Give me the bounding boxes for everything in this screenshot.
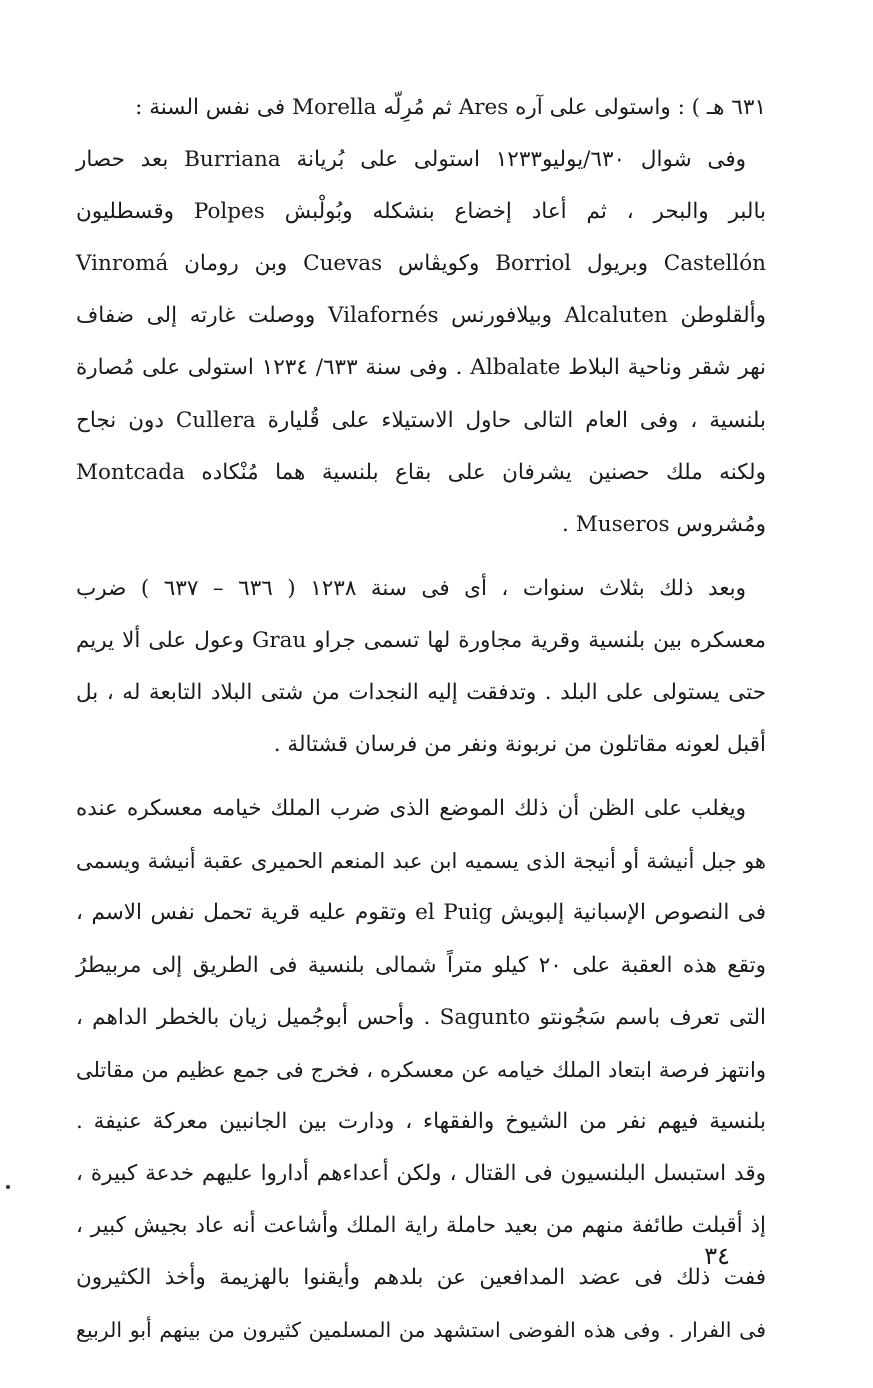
- text-line: وألقلوطن Alcaluten وبيلافورنس Vilafornés ووصلت غارته إلى ضفاف: [76, 303, 766, 329]
- text-line: بلنسية فيهم نفر من الشيوخ والفقهاء ، ودارت بين الجانبين معركة عنيفة .: [76, 1108, 766, 1134]
- text-line: أقبل لعونه مقاتلون من نربونة ونفر من فرسان قشتالة .: [273, 732, 766, 758]
- text-line: ويغلب على الظن أن ذلك الموضع الذى ضرب الملك خيامه معسكره عنده: [76, 796, 746, 822]
- text-line: وقد استبسل البلنسيون فى القتال ، ولكن أعداءهم أداروا عليهم خدعة كبيرة ،: [76, 1160, 766, 1186]
- text-line: وتقع هذه العقبة على ٢٠ كيلو متراً شمالى بلنسية فى الطريق إلى مربيطرُ: [76, 952, 766, 978]
- text-line: وبعد ذلك بثلاث سنوات ، أى فى سنة ١٢٣٨ ( ٦٣٦ – ٦٣٧ ) ضرب: [76, 575, 746, 601]
- margin-speck: [6, 1185, 10, 1189]
- page-number: ٣٤: [704, 1242, 730, 1270]
- paragraph-gap: [76, 551, 766, 563]
- text-line: التى تعرف باسم سَجُونتو Sagunto . وأحس أبوجُميل زيان بالخطر الداهم ،: [76, 1004, 767, 1030]
- text-line: معسكره بين بلنسية وقرية مجاورة لها تسمى جراو Grau وعول على ألا يريم: [76, 627, 766, 653]
- text-line: وانتهز فرصة ابتعاد الملك خيامه عن معسكره ، فخرج فى جمع عظيم من مقاتلى: [76, 1057, 766, 1082]
- text-line: فى النصوص الإسبانية إلبويش el Puig وتقوم عليه قرية تحمل نفس الاسم ،: [76, 900, 766, 926]
- body-text: [76, 82, 766, 1356]
- text-line: إذ أقبلت طائفة منهم من بعيد حاملة راية الملك وأشاعت أنه عاد بجيش كبير ،: [76, 1212, 766, 1238]
- text-line: هو جبل أنيشة أو أنيجة الذى يسميه ابن عبد المنعم الحميرى عقبة أنيشة ويسمى: [76, 849, 766, 874]
- text-line: فى الفرار . وفى هذه الفوضى استشهد من المسلمين كثيرون من بينهم أبو الربيع: [76, 1318, 766, 1343]
- text-line: Castellón وبريول Borriol وكويڤاس Cuevas وبن رومان Vinromá: [76, 251, 766, 277]
- text-line: بلنسية ، وفى العام التالى حاول الاستيلاء على قُليارة Cullera دون نجاح: [76, 407, 766, 433]
- text-line: حتى يستولى على البلد . وتدفقت إليه النجدات من شتى البلاد التابعة له ، بل: [76, 680, 766, 706]
- text-line: بالبر والبحر ، ثم أعاد إخضاع بنشكله وبُولْبش Polpes وقسطليون: [76, 199, 766, 225]
- text-line: وفى شوال ٦٣٠/يوليو١٢٣٣ استولى على بُريانة Burriana بعد حصار: [76, 147, 746, 173]
- text-line: ولكنه ملك حصنين يشرفان على بقاع بلنسية هما مُنْكاده Montcada: [76, 459, 766, 485]
- text-line: ومُشروس Museros .: [562, 511, 766, 537]
- text-line: ففت ذلك فى عضد المدافعين عن بلدهم وأيقنوا بالهزيمة وأخذ الكثيرون: [76, 1265, 766, 1291]
- paragraph-gap: [76, 771, 766, 783]
- text-line: نهر شقر وناحية البلاط Albalate . وفى سنة ٦٣٣/ ١٢٣٤ استولى على مُصارة: [76, 355, 767, 381]
- text-line: ٦٣١ هـ ) : واستولى على آره Ares ثم مُرِلّه Morella فى نفس السنة :: [135, 95, 766, 120]
